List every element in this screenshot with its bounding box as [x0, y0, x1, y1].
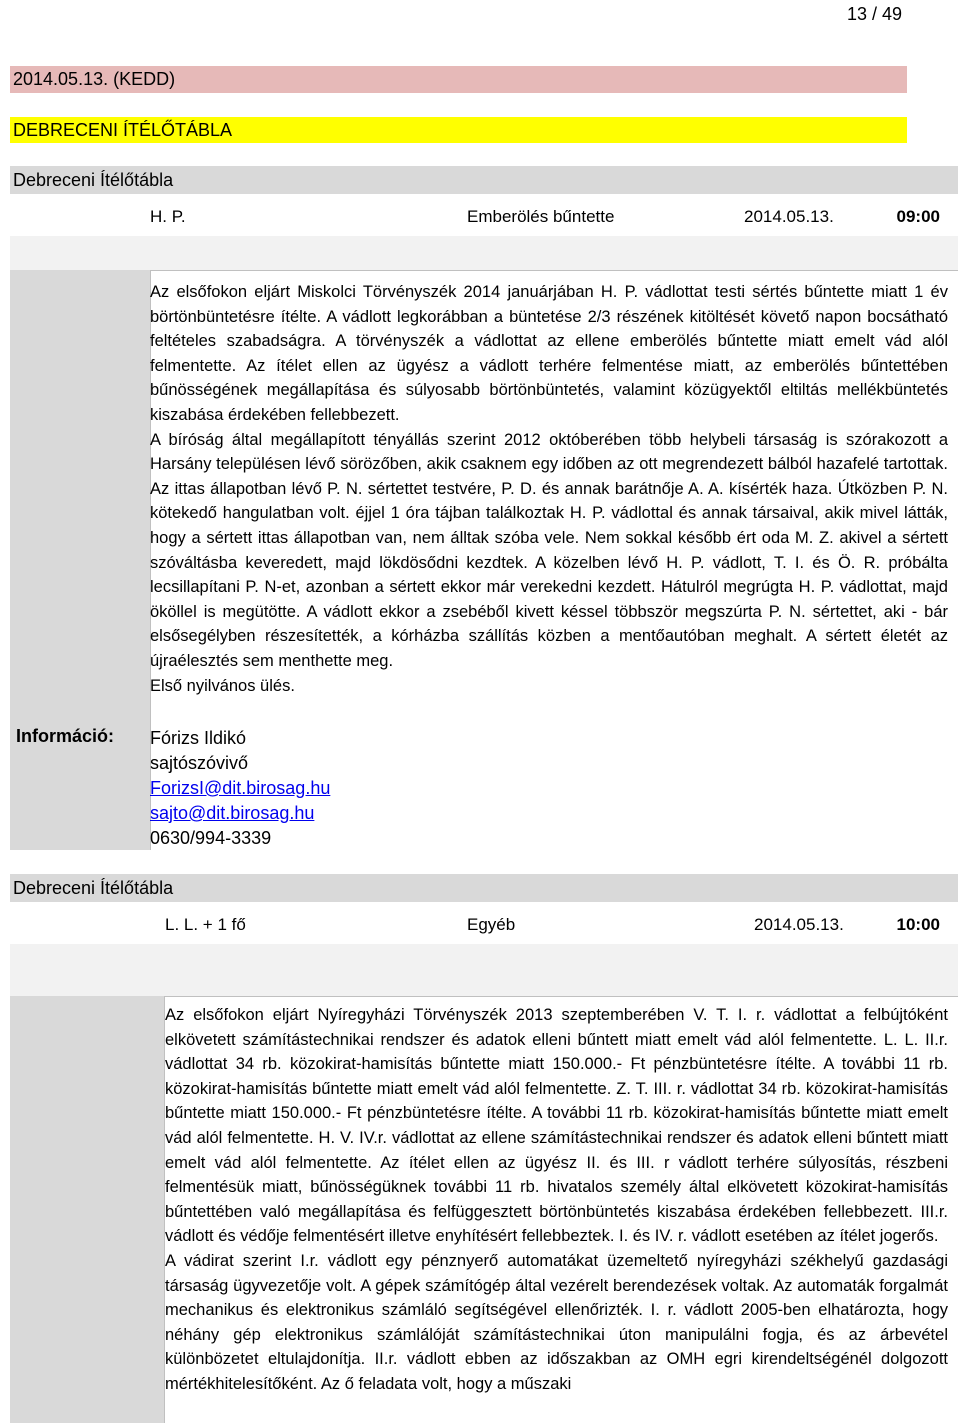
page-counter: 13 / 49 [846, 4, 902, 24]
description-paragraph: A bíróság által megállapított tényállás szerint 2012 októberében több helybeli társaság is szórakozott a Harsány településen lévő sörözőben, akik csaknem egy időben az ott megrendezett bálból hazafelé tartottak. Az ittas állapotban lévő P. N. sértettet testvére, P. D. és annak barátnője A. A. kísérték haza. Útközben P. N. kötekedő hangulatban volt. éjjel 1 óra tájban találkoztak H. P. vádlottal és annak társaival, akik mivel látták, hogy a sértett ittas állapotban van, nem álltak szóba vele. Nem sokkal később ért oda M. Z. akivel a sértett szóváltásba keveredett, majd lökdösődni kezdtek. A közelben lévő H. P. vádlott, T. I. és Ö. R. próbálta lecsillapítani P. N-et, azonban a sértett ekkor már verekedni kezdett. Hátulról megrúgta H. P. vádlottat, majd ököllel is megütötte. A vádlott ekkor a zsebéből kivett késsel többször megszúrta P. N. sértettet, aki - bár elsősegélyben részesítették, a kórházba szállítás közben a mentőautóban meghalt. A sértett életét az újraélesztés sem menthette meg. [150, 430, 948, 670]
case-time: 10:00 [896, 915, 940, 934]
contact-email-link[interactable]: ForizsI@dit.birosag.hu [150, 778, 331, 798]
court-header: DEBRECENI ÍTÉLŐTÁBLA [10, 117, 907, 143]
case-parties: L. L. + 1 fő [165, 915, 246, 934]
spacer-row [10, 944, 958, 996]
contact-block [150, 726, 330, 851]
description-paragraph: A vádirat szerint I.r. vádlott egy pénznyerő automatákat üzemeltető nyíregyházi székhelyű gazdasági társaság ügyvezetője volt. A gépek számítógép által vezérelt berendezések voltak. Az automaták forgalmát mechanikus és elektronikus számláló segítségével ellenőrizték. I. r. vádlott 2005-ben elhatározta, hogy néhány gép elektronikus számlálóját számítástechnikai úton manipulálni fogja, és az árbevétel különbözetet eltulajdonítja. II.r. vádlott ebben az időszakban az OMH egri kirendeltségénél dolgozott mértékhitelesítőként. Az ő feladata volt, hogy a műszaki [165, 1251, 948, 1393]
case-date: 2014.05.13. [744, 207, 834, 226]
contact-name: Fórizs Ildikó [150, 728, 247, 748]
case-parties: H. P. [150, 207, 186, 226]
case-time: 09:00 [896, 207, 940, 226]
case-charge: Egyéb [467, 915, 516, 934]
case-court-name: Debreceni Ítélőtábla [10, 166, 958, 194]
description-paragraph: Az elsőfokon eljárt Miskolci Törvényszék 2014 januárjában H. P. vádlottat testi sértés bűntette miatt 1 év börtönbüntetésre ítélte. A vádlott legkorábban a büntetése 2/3 részének kitöltését követő napon bocsátható feltételes szabadságra. A törvényszék a vádlottat az ellene emberölés bűntette miatt emelt vád alól felmentette. Az ítélet ellen az ügyész a vádlott terhére felmentése miatt, az emberölés bűntettében bűnösségének megállapítása és súlyosabb börtönbüntetés, valamint közügyektől eltiltás mellékbüntetés kiszabása érdekében fellebbezett. [150, 283, 948, 424]
contact-role: sajtószóvivő [150, 753, 249, 773]
case-row [10, 202, 958, 232]
date-header: 2014.05.13. (KEDD) [10, 66, 907, 93]
spacer-row [10, 236, 958, 270]
description-paragraph: Az elsőfokon eljárt Nyíregyházi Törvényszék 2013 szeptemberében V. T. I. r. vádlottat a felbújtóként elkövetett számítástechnikai rendszer és adatok elleni bűntett miatt emelt vád alól felmentette. L. L. II.r. vádlottat 34 rb. közokirat-hamisítás bűntette miatt 150.000.- Ft pénzbüntetésre ítélte. A további 11 rb. közokirat-hamisítás bűntette miatt emelt vád alól felmentette. Z. T. III. r. vádlottat 34 rb. közokirat-hamisítás bűntette miatt 150.000.- Ft pénzbüntetésre ítélte. A további 11 rb. közokirat-hamisítás bűntette miatt emelt vád alól felmentette. H. V. IV.r. vádlottat az ellene számítástechnikai rendszer és adatok elleni bűntett miatt emelt vád alól felmentette. Az ítélet ellen az ügyész II. és III. r vádlott terhére súlyosítás, részbeni felmentésük miatt, bűnösségüknek további 11 rb. hivatalos személy által elkövetett közokirat-hamisítás bűntettében való megállapítása és felfüggesztett börtönbüntetés kiszabása érdekében fellebbezett. III.r. vádlott és védője felmentésért illetve enyhítésért fellebbeztek. I. és IV. r. vádlott esetében az ítélet jogerős. [165, 1006, 948, 1246]
case-date: 2014.05.13. [754, 915, 844, 934]
press-email-link[interactable]: sajto@dit.birosag.hu [150, 803, 315, 823]
description-paragraph: Első nyilvános ülés. [150, 676, 295, 695]
case-charge: Emberölés bűntette [467, 207, 615, 226]
contact-phone: 0630/994-3339 [150, 828, 272, 848]
case-description [150, 280, 948, 698]
case-row [10, 910, 958, 940]
case-description [165, 1003, 948, 1397]
info-label: Információ: [16, 726, 115, 746]
case-court-name: Debreceni Ítélőtábla [10, 874, 958, 902]
